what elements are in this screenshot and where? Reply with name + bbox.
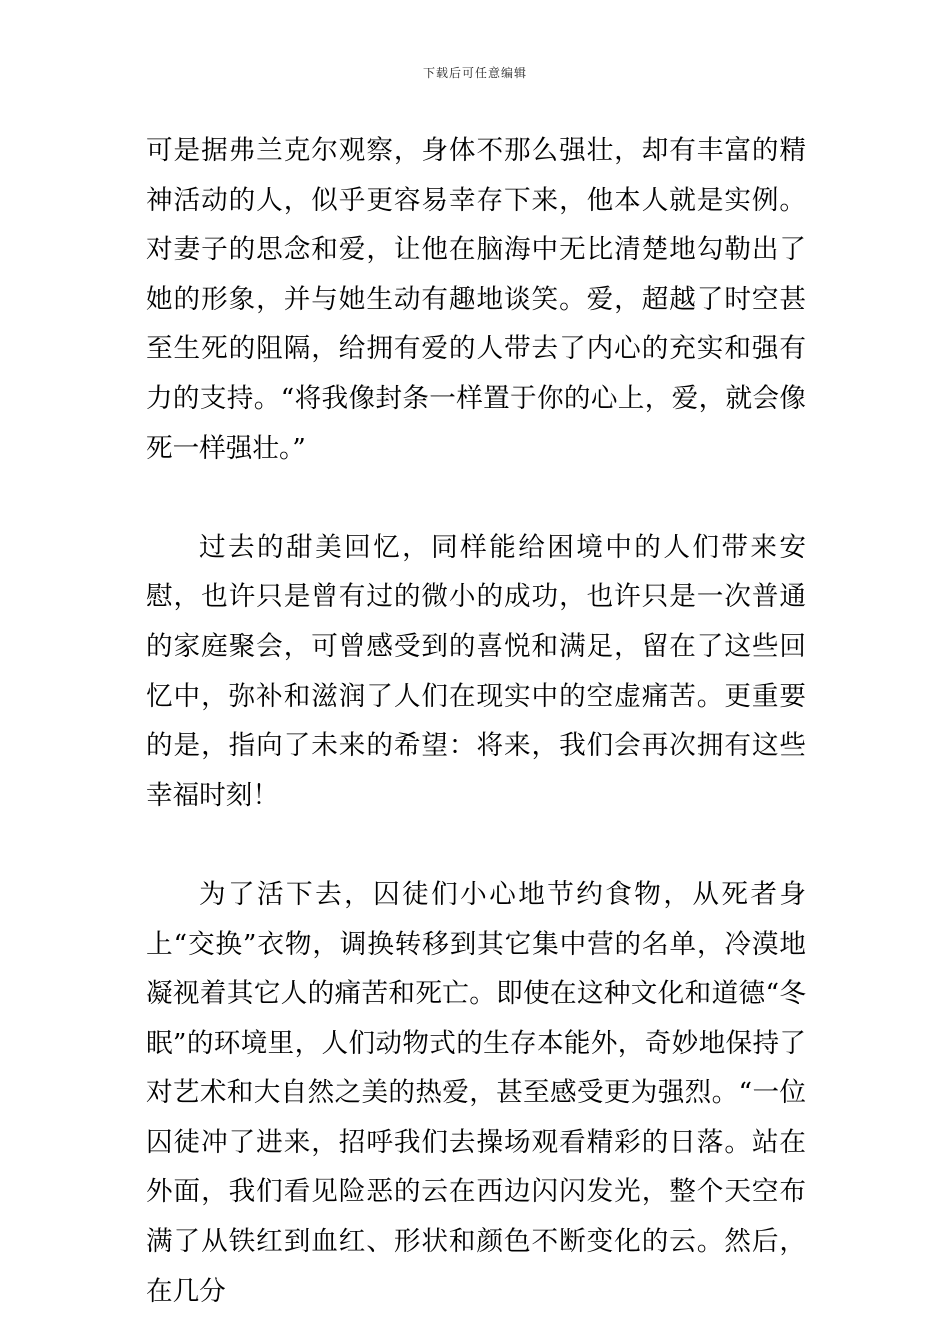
paragraph-spacer: [146, 820, 806, 870]
paragraph-3: 为了活下去，囚徒们小心地节约食物，从死者身上“交换”衣物，调换转移到其它集中营的名单，冷漠地凝视着其它人的痛苦和死亡。即使在这种文化和道德“冬眠”的环境里，人们动物式的生存本能外，奇妙地保持了对艺术和大自然之美的热爱，甚至感受更为强烈。“一位囚徒冲了进来，招呼我们去操场观看精彩的日落。站在外面，我们看见险恶的云在西边闪闪发光，整个天空布满了从铁红到血红、形状和颜色不断变化的云。然后，在几分: [146, 878, 806, 1307]
paragraph-2: 过去的甜美回忆，同样能给困境中的人们带来安慰，也许只是曾有过的微小的成功，也许只是一次普通的家庭聚会，可曾感受到的喜悦和满足，留在了这些回忆中，弥补和滋润了人们在现实中的空虚痛苦。更重要的是，指向了未来的希望：将来，我们会再次拥有这些幸福时刻！: [146, 531, 806, 811]
paragraph-1: 可是据弗兰克尔观察，身体不那么强壮，却有丰富的精神活动的人，似乎更容易幸存下来，他本人就是实例。对妻子的思念和爱，让他在脑海中无比清楚地勾勒出了她的形象，并与她生动有趣地谈笑。爱，超越了时空甚至生死的阻隔，给拥有爱的人带去了内心的充实和强有力的支持。“将我像封条一样置于你的心上，爱，就会像死一样强壮。”: [146, 135, 806, 464]
page-header-note: 下载后可任意编辑: [422, 66, 527, 80]
document-body: [146, 126, 806, 1316]
paragraph-spacer: [146, 473, 806, 523]
